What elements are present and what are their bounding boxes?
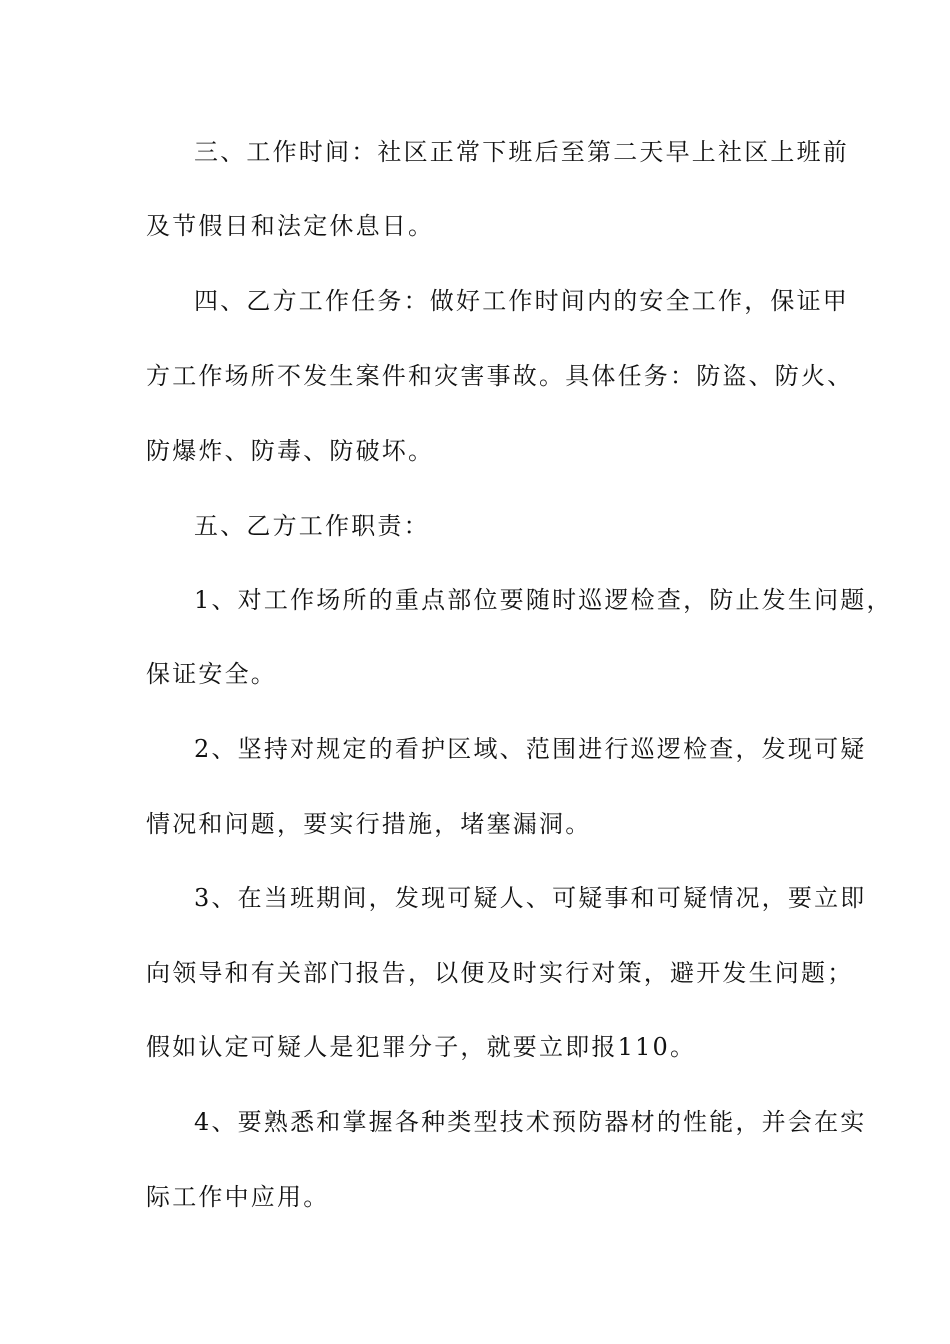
section-heading: 五、乙方工作职责： — [194, 512, 430, 540]
paragraph-line: 方工作场所不发生案件和灾害事故。具体任务：防盗、防火、 — [146, 362, 854, 390]
paragraph-line: 四、乙方工作任务：做好工作时间内的安全工作，保证甲 — [194, 287, 849, 315]
paragraph-line: 4、要熟悉和掌握各种类型技术预防器材的性能，并会在实 — [194, 1108, 867, 1136]
paragraph-line: 1、对工作场所的重点部位要随时巡逻检查，防止发生问题， — [194, 586, 893, 614]
paragraph-line: 3、在当班期间，发现可疑人、可疑事和可疑情况，要立即 — [194, 884, 867, 912]
paragraph-line: 2、坚持对规定的看护区域、范围进行巡逻检查，发现可疑 — [194, 735, 867, 763]
paragraph-line: 保证安全。 — [146, 660, 277, 688]
paragraph-line: 情况和问题，要实行措施，堵塞漏洞。 — [146, 810, 592, 838]
paragraph-line: 防爆炸、防毒、防破坏。 — [146, 437, 435, 465]
paragraph-line: 及节假日和法定休息日。 — [146, 212, 435, 240]
paragraph-line: 际工作中应用。 — [146, 1183, 330, 1211]
paragraph-line: 假如认定可疑人是犯罪分子，就要立即报110。 — [146, 1033, 697, 1061]
paragraph-line: 向领导和有关部门报告，以便及时实行对策，避开发生问题； — [146, 959, 854, 987]
paragraph-line: 三、工作时间：社区正常下班后至第二天早上社区上班前 — [194, 138, 849, 166]
